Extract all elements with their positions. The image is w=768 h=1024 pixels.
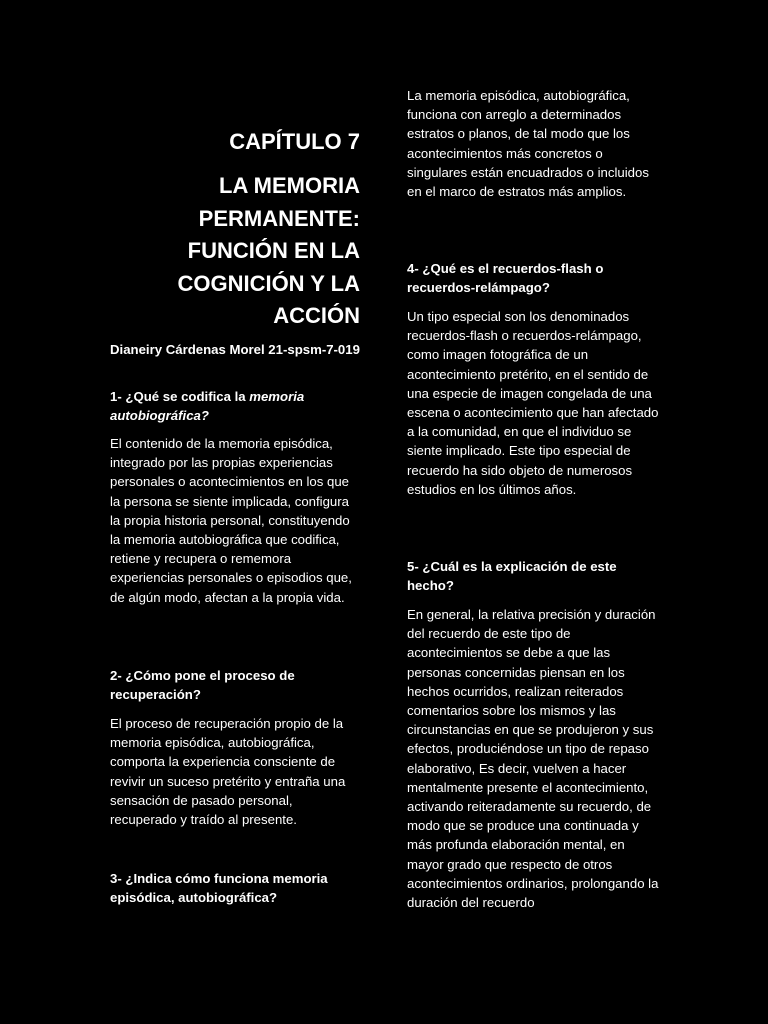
answer-2: El proceso de recuperación propio de la memoria episódica, autobiográfica, comporta la experiencia consciente de revivir un suceso pretérito y entraña una sensación de pasado personal, recuperado y traído al presente. — [110, 716, 346, 828]
question-2: 2- ¿Cómo pone el proceso de recuperación? — [110, 668, 295, 703]
question-3: 3- ¿Indica cómo funciona memoria episódica, autobiográfica? — [110, 871, 328, 906]
question-5: 5- ¿Cuál es la explicación de este hecho? — [407, 559, 617, 594]
question-1 — [110, 387, 360, 425]
answer-4: Un tipo especial son los denominados recuerdos-flash o recuerdos-relámpago, como imagen fotográfica de un acontecimiento pretérito, en el sentido de una especie de imagen congelada de una escena o acontecimiento que han afectado a la comunidad, en que el individuo se siente implicado. Este tipo especial de recuerdo ha sido objeto de numerosos estudios en los últimos años. — [407, 309, 659, 497]
question-1-prefix: 1- ¿Qué se codifica la — [110, 389, 250, 404]
chapter-heading: CAPÍTULO 7 — [229, 129, 360, 154]
chapter-title: LA MEMORIA PERMANENTE: FUNCIÓN EN LA COGNICIÓN Y LA ACCIÓN — [177, 173, 360, 328]
question-4: 4- ¿Qué es el recuerdos-flash o recuerdos-relámpago? — [407, 261, 604, 296]
answer-1: El contenido de la memoria episódica, integrado por las propias experiencias personales o acontecimientos en los que la persona se siente implicada, configura la propia historia personal, constituyendo la memoria autobiográfica que codifica, retiene y recupera o rememora experiencias personales o episodios que, de algún modo, afectan a la propia vida. — [110, 436, 352, 605]
author-line: Dianeiry Cárdenas Morel 21-spsm-7-019 — [110, 342, 360, 357]
answer-3: La memoria episódica, autobiográfica, funciona con arreglo a determinados estratos o planos, de tal modo que los acontecimientos más concretos o singulares están encuadrados o incluidos en el marco de estratos más amplios. — [407, 88, 649, 200]
question-1-emphasis: memoria autobiográfica? — [110, 389, 305, 424]
answer-5: En general, la relativa precisión y duración del recuerdo de este tipo de acontecimientos se debe a que las personas concernidas piensan en los hechos ocurridos, realizan reiterados comentarios sobre los mismos y las circunstancias en que se produjeron y sus efectos, produciéndose un tipo de repaso elaborativo, Es decir, vuelven a hacer mentalmente presente el acontecimiento, activando reiteradamente su recuerdo, de modo que se produce una continuada y más profunda elaboración mental, en mayor grado que respecto de otros acontecimientos ordinarios, prolongando la duración del recuerdo — [407, 607, 659, 911]
